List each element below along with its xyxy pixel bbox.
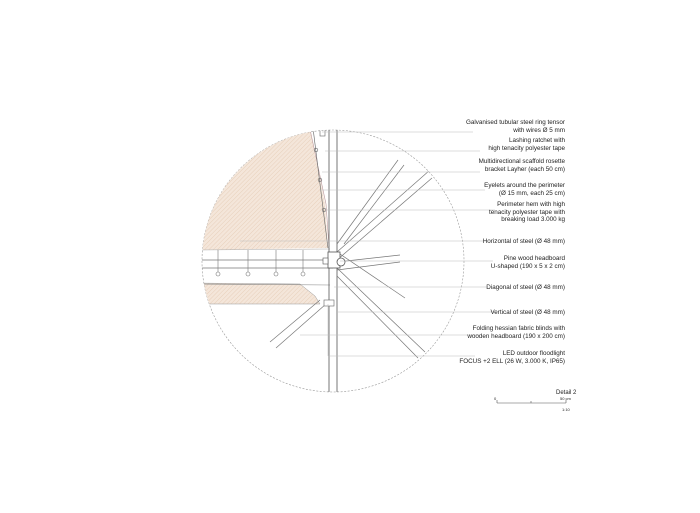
label-diagonal-steel: Diagonal of steel (Ø 48 mm) [486,284,565,291]
scale-start-label: 0 [494,396,497,401]
label-fabric-blinds: Folding hessian fabric blinds with wooden headboard (190 x 200 cm) [467,325,565,340]
fabric-blind-hatch [190,120,328,250]
led-floodlight [324,300,334,306]
label-ring-tensor: Galvanised tubular steel ring tensor with wires Ø 5 mm [465,119,565,134]
pine-headboard [190,283,320,304]
label-led-floodlight: LED outdoor floodlight FOCUS +2 ELL (26 W, 3.000 K, IP65) [459,350,565,365]
label-rosette-bracket: Multidirectional scaffold rosette bracket Layher (each 50 cm) [478,158,565,173]
label-perimeter-hem: Perimeter hem with high tenacity polyester tape with breaking load 3.000 kg [489,201,565,224]
eyelet-hooks [216,250,305,276]
label-eyelets: Eyelets around the perimeter (Ø 15 mm, each 25 cm) [484,182,565,197]
label-lashing-ratchet: Lashing ratchet with high tenacity polyester tape [488,137,565,152]
scale-end-label: 50 cm [560,396,571,401]
label-vertical-steel: Vertical of steel (Ø 48 mm) [490,309,565,316]
label-pine-headboard: Pine wood headboard U-shaped (190 x 5 x 2 cm) [490,255,565,270]
scale-bar [497,400,566,403]
detail-title: Detail 2 [556,390,577,396]
scaffold-rosette-node [323,252,345,268]
label-horizontal-steel: Horizontal of steel (Ø 48 mm) [482,238,565,245]
scale-ratio: 1:10 [562,407,570,412]
